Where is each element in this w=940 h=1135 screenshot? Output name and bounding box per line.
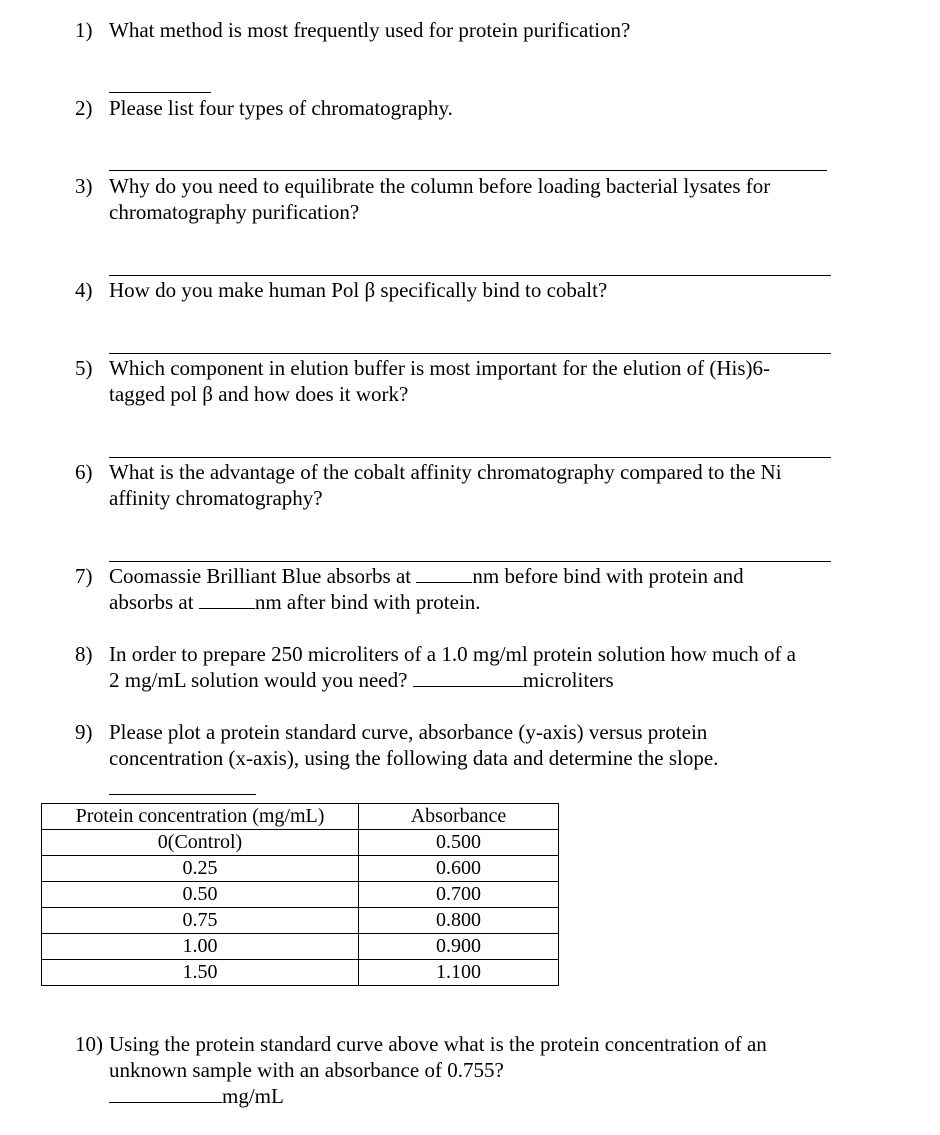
question-text: nm before bind with protein and bbox=[472, 564, 744, 588]
table-cell: 1.50 bbox=[42, 960, 359, 986]
question-text-line-2 bbox=[109, 667, 614, 693]
answer-line[interactable] bbox=[109, 353, 831, 354]
answer-line[interactable] bbox=[109, 794, 256, 795]
table-row bbox=[42, 960, 559, 986]
question-number: 5) bbox=[75, 356, 93, 380]
question-text-line-1: In order to prepare 250 microliters of a 1.0 mg/ml protein solution how much of a bbox=[109, 642, 797, 666]
table-cell: 1.00 bbox=[42, 934, 359, 960]
answer-line[interactable] bbox=[109, 275, 831, 276]
table-cell: 0.25 bbox=[42, 856, 359, 882]
column-header: Protein concentration (mg/mL) bbox=[42, 804, 359, 830]
question-number: 1) bbox=[75, 18, 93, 42]
question-number: 4) bbox=[75, 278, 93, 302]
question-text: How do you make human Pol β specifically bind to cobalt? bbox=[109, 278, 608, 302]
question-number: 6) bbox=[75, 460, 93, 484]
table-cell: 0.75 bbox=[42, 908, 359, 934]
fill-in-blank[interactable] bbox=[413, 685, 523, 687]
question-text-line-2: concentration (x-axis), using the following data and determine the slope. bbox=[109, 746, 719, 770]
answer-line[interactable] bbox=[109, 170, 827, 171]
question-text-line-2: tagged pol β and how does it work? bbox=[109, 382, 409, 406]
fill-in-blank[interactable] bbox=[199, 607, 255, 609]
table-cell: 0.600 bbox=[359, 856, 559, 882]
fill-in-blank[interactable] bbox=[109, 1101, 222, 1103]
fill-in-blank[interactable] bbox=[416, 581, 472, 583]
question-text: absorbs at bbox=[109, 590, 199, 614]
question-text-line-2 bbox=[109, 589, 481, 615]
question-text-line-1: Which component in elution buffer is most important for the elution of (His)6- bbox=[109, 356, 770, 380]
table-cell: 0.900 bbox=[359, 934, 559, 960]
question-text-line-1 bbox=[109, 563, 744, 589]
answer-line-with-unit bbox=[109, 1083, 284, 1109]
column-header: Absorbance bbox=[359, 804, 559, 830]
question-number: 2) bbox=[75, 96, 93, 120]
table-cell: 0.50 bbox=[42, 882, 359, 908]
question-number: 9) bbox=[75, 720, 93, 744]
question-text-line-1: Please plot a protein standard curve, absorbance (y-axis) versus protein bbox=[109, 720, 708, 744]
table-row bbox=[42, 934, 559, 960]
table-row bbox=[42, 856, 559, 882]
question-text: nm after bind with protein. bbox=[254, 590, 481, 614]
question-text-line-2: chromatography purification? bbox=[109, 200, 360, 224]
question-text-line-1: Why do you need to equilibrate the column before loading bacterial lysates for bbox=[109, 174, 771, 198]
question-text-line-2: affinity chromatography? bbox=[109, 486, 323, 510]
table-cell: 1.100 bbox=[359, 960, 559, 986]
question-text: What method is most frequently used for protein purification? bbox=[109, 18, 631, 42]
answer-line[interactable] bbox=[109, 457, 831, 458]
question-number: 10) bbox=[75, 1032, 103, 1056]
question-number: 3) bbox=[75, 174, 93, 198]
question-text: Coomassie Brilliant Blue absorbs at bbox=[109, 564, 417, 588]
table-cell: 0(Control) bbox=[42, 830, 359, 856]
question-text: microliters bbox=[522, 668, 614, 692]
table-cell: 0.700 bbox=[359, 882, 559, 908]
question-text-line-2: unknown sample with an absorbance of 0.755? bbox=[109, 1058, 504, 1082]
question-text: 2 mg/mL solution would you need? bbox=[109, 668, 413, 692]
table-row bbox=[42, 830, 559, 856]
answer-line[interactable] bbox=[109, 561, 831, 562]
question-number: 7) bbox=[75, 564, 93, 588]
table-cell: 0.500 bbox=[359, 830, 559, 856]
question-text: Please list four types of chromatography. bbox=[109, 96, 453, 120]
question-text-line-1: Using the protein standard curve above what is the protein concentration of an bbox=[109, 1032, 767, 1056]
table-row bbox=[42, 882, 559, 908]
question-text-line-1: What is the advantage of the cobalt affinity chromatography compared to the Ni bbox=[109, 460, 782, 484]
table-cell: 0.800 bbox=[359, 908, 559, 934]
data-table bbox=[41, 803, 559, 986]
answer-line[interactable] bbox=[109, 92, 211, 93]
question-number: 8) bbox=[75, 642, 93, 666]
table-header-row bbox=[42, 804, 559, 830]
unit-label: mg/mL bbox=[222, 1084, 284, 1108]
table-row bbox=[42, 908, 559, 934]
